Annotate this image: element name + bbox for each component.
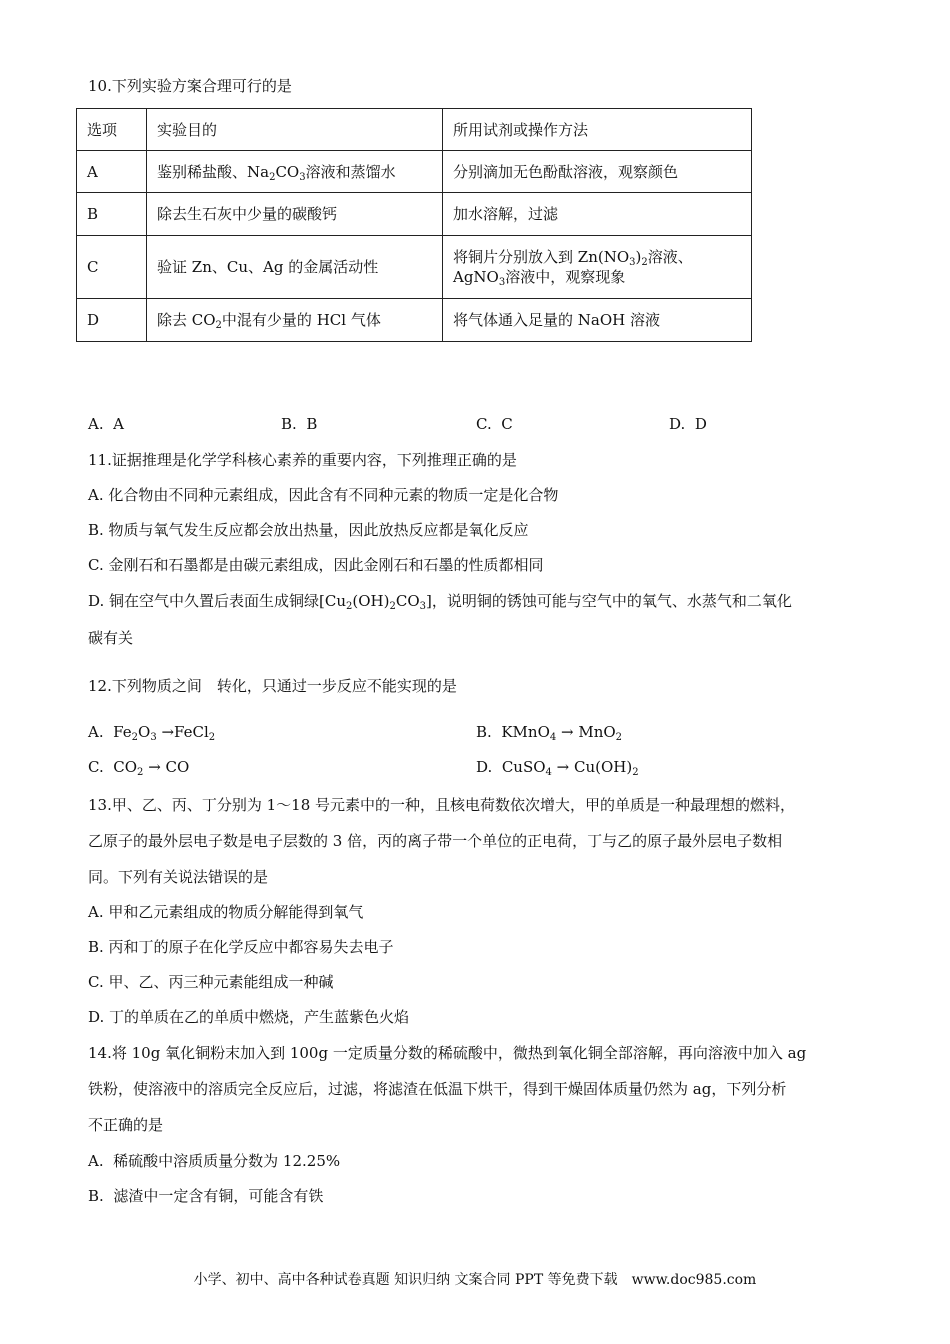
- header-option: 选项: [77, 109, 147, 151]
- table-header-row: [77, 109, 752, 151]
- q10-choice-c: C. C: [476, 415, 513, 433]
- q13-stem-line3: 同。下列有关说法错误的是: [88, 868, 269, 886]
- q12-option-d: D. CuSO$_4$ → $Cu(OH)_2$: [476, 758, 639, 778]
- q13-stem-line1: 13.甲、乙、丙、丁分别为 1～18 号元素中的一种，且核电荷数依次增大，甲的单质是一种最理想的燃料，: [88, 796, 796, 814]
- row-b-purpose: 除去生石灰中少量的碳酸钙: [147, 193, 443, 236]
- q14-stem-line1: 14.将 10g 氧化铜粉末加入到 100g 一定质量分数的稀硫酸中，微热到氧化铜全部溶解，再向溶液中加入 ag: [88, 1044, 807, 1062]
- q13-option-b: B. 丙和丁的原子在化学反应中都容易失去电子: [88, 938, 394, 956]
- q11-option-b: B. 物质与氧气发生反应都会放出热量，因此放热反应都是氧化反应: [88, 521, 529, 539]
- row-a-method: 分别滴加无色酚酞溶液，观察颜色: [443, 151, 752, 193]
- row-c-purpose: 验证 Zn、Cu、Ag 的金属活动性: [147, 236, 443, 299]
- row-c-option: C: [77, 236, 147, 299]
- q10-choice-a: A. A: [88, 415, 124, 433]
- table-row: [77, 151, 752, 193]
- row-a-option: A: [77, 151, 147, 193]
- q12-option-a: A. $Fe_2O_3$ →FeCl$_2$: [88, 723, 216, 743]
- row-b-method: 加水溶解，过滤: [443, 193, 752, 236]
- q10-choice-d: D. D: [669, 415, 707, 433]
- header-method: 所用试剂或操作方法: [443, 109, 752, 151]
- q11-option-a: A. 化合物由不同种元素组成，因此含有不同种元素的物质一定是化合物: [88, 486, 559, 504]
- q14-stem-line3: 不正确的是: [88, 1116, 164, 1134]
- q11-option-d: D. 铜在空气中久置后表面生成铜绿$[Cu_2(OH)_2CO_3]$，说明铜的锈蚀可能与空气中的氧气、水蒸气和二氧化: [88, 592, 792, 612]
- table-row: [77, 299, 752, 342]
- header-purpose: 实验目的: [147, 109, 443, 151]
- q11-option-d-continued: 碳有关: [88, 629, 134, 647]
- row-d-purpose: 除去 $CO_2$中混有少量的 HCl 气体: [147, 299, 443, 342]
- table-row: [77, 193, 752, 236]
- row-c-method: 将铜片分别放入到 $Zn(NO_3)_2$溶液、 AgNO$_3$溶液中，观察现象: [443, 236, 752, 299]
- q12-option-c: C. $CO_2$ → CO: [88, 758, 190, 778]
- q11-option-c: C. 金刚石和石墨都是由碳元素组成，因此金刚石和石墨的性质都相同: [88, 556, 544, 574]
- q10-choice-b: B. B: [281, 415, 318, 433]
- q10-stem: 10.下列实验方案合理可行的是: [88, 77, 292, 95]
- q13-stem-line2: 乙原子的最外层电子数是电子层数的 3 倍，丙的离子带一个单位的正电荷，丁与乙的原子最外层电子数相: [88, 832, 783, 850]
- row-d-option: D: [77, 299, 147, 342]
- row-a-purpose: 鉴别稀盐酸、$Na_2CO_3$溶液和蒸馏水: [147, 151, 443, 193]
- q12-option-b: B. KMnO$_4$ → MnO$_2$: [476, 723, 623, 743]
- q13-option-d: D. 丁的单质在乙的单质中燃烧，产生蓝紫色火焰: [88, 1008, 410, 1026]
- q10-table: [76, 108, 752, 342]
- q14-stem-line2: 铁粉，使溶液中的溶质完全反应后，过滤，将滤渣在低温下烘干，得到干燥固体质量仍然为 ag，下列分析: [88, 1080, 787, 1098]
- q11-stem: 11.证据推理是化学学科核心素养的重要内容，下列推理正确的是: [88, 451, 517, 469]
- q12-stem: 12.下列物质之间 转化，只通过一步反应不能实现的是: [88, 677, 457, 695]
- row-d-method: 将气体通入足量的 NaOH 溶液: [443, 299, 752, 342]
- table-row: [77, 236, 752, 299]
- q13-option-a: A. 甲和乙元素组成的物质分解能得到氧气: [88, 903, 364, 921]
- q13-option-c: C. 甲、乙、丙三种元素能组成一种碱: [88, 973, 334, 991]
- q14-option-b: B. 滤渣中一定含有铜，可能含有铁: [88, 1187, 324, 1205]
- row-b-option: B: [77, 193, 147, 236]
- page-footer: 小学、初中、高中各种试卷真题 知识归纳 文案合同 PPT 等免费下载 www.doc985.com: [193, 1272, 757, 1288]
- q14-option-a: A. 稀硫酸中溶质质量分数为 12.25%: [88, 1152, 341, 1170]
